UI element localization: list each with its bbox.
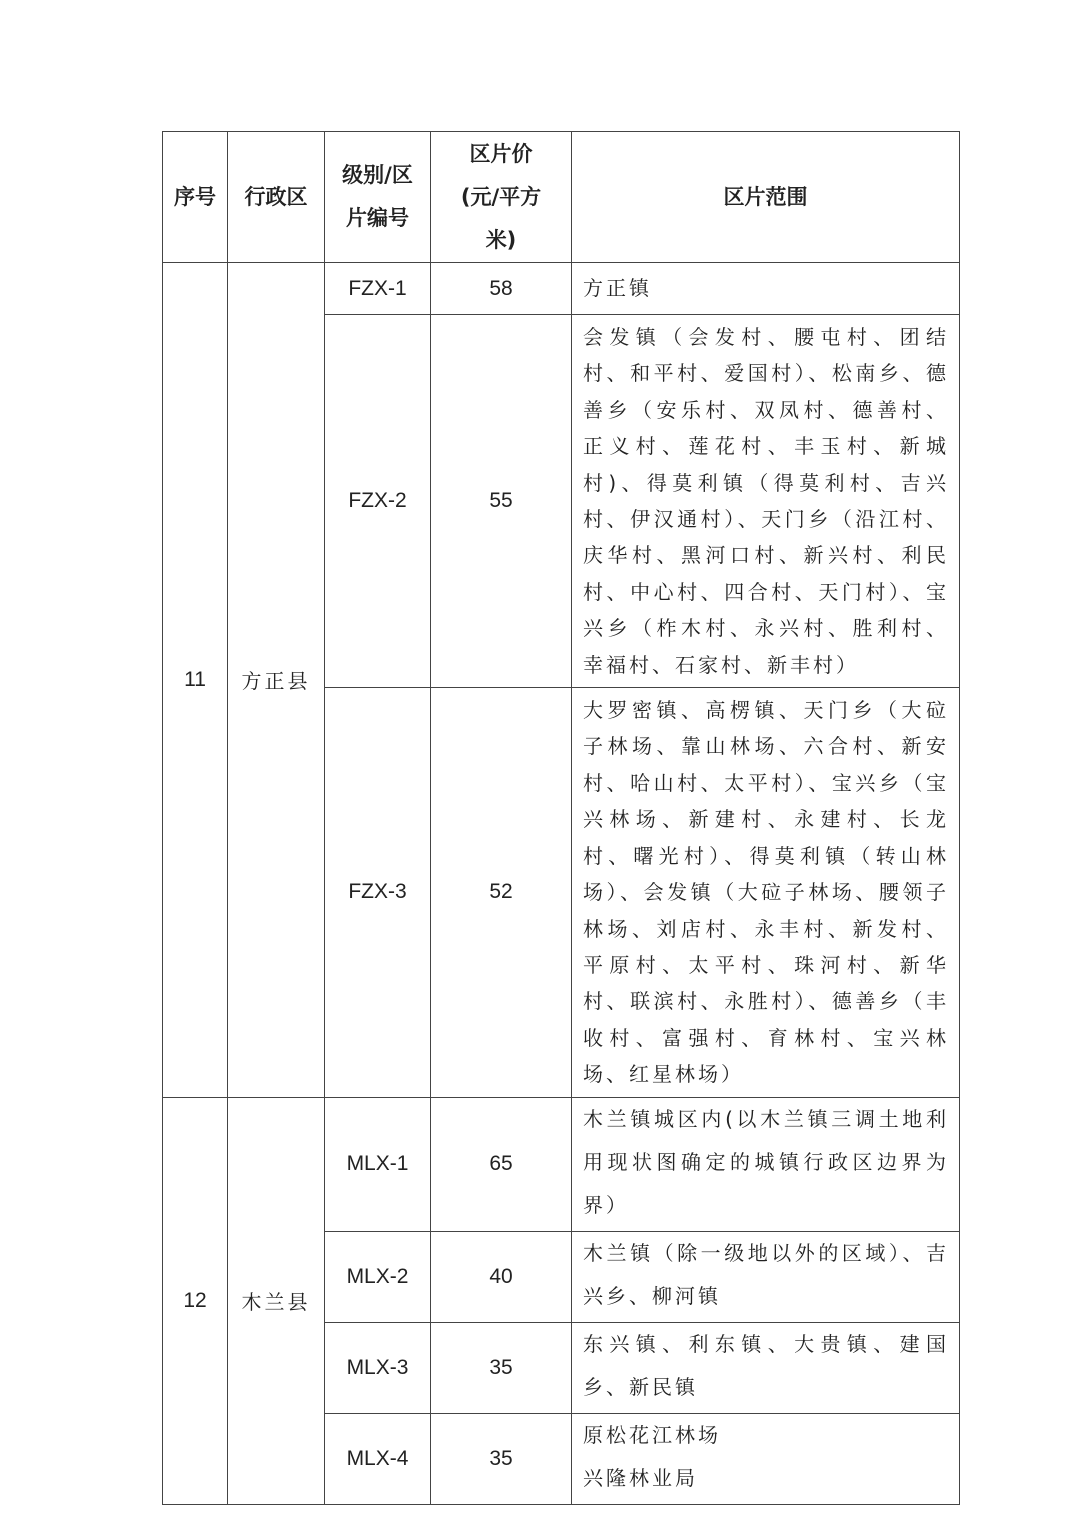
header-level: [325, 132, 431, 263]
price-cell: 35: [431, 1322, 572, 1413]
code-cell: FZX-1: [325, 263, 431, 315]
price-cell: 65: [431, 1097, 572, 1231]
district-cell: 木兰县: [228, 1097, 325, 1504]
range-cell: 东兴镇、利东镇、大贵镇、建国乡、新民镇: [572, 1322, 960, 1413]
price-cell: 58: [431, 263, 572, 315]
table-row: [163, 263, 960, 315]
header-range: 区片范围: [572, 132, 960, 263]
price-cell: 40: [431, 1231, 572, 1322]
range-line: 原松花江林场: [583, 1422, 721, 1447]
price-cell: 55: [431, 315, 572, 688]
seq-cell: 11: [163, 263, 228, 1098]
code-cell: MLX-1: [325, 1097, 431, 1231]
range-cell: 木兰镇（除一级地以外的区域）、吉兴乡、柳河镇: [572, 1231, 960, 1322]
header-price-line3: 米): [485, 227, 517, 252]
district-cell: 方正县: [228, 263, 325, 1098]
header-price-line1: 区片价: [469, 141, 533, 166]
price-cell: 35: [431, 1413, 572, 1504]
header-price-line2: (元/平方: [460, 184, 542, 209]
range-line: 兴隆林业局: [583, 1465, 698, 1490]
code-cell: FZX-3: [325, 688, 431, 1097]
code-cell: MLX-4: [325, 1413, 431, 1504]
range-cell: [572, 1413, 960, 1504]
land-price-table: [162, 131, 960, 1505]
code-cell: MLX-2: [325, 1231, 431, 1322]
range-cell: 大罗密镇、高楞镇、天门乡（大砬子林场、靠山林场、六合村、新安村、哈山村、太平村）、宝兴乡（宝兴林场、新建村、永建村、长龙村、曙光村）、得莫利镇（转山林场）、会发镇（大砬子林场、腰领子林场、刘店村、永丰村、新发村、平原村、太平村、珠河村、新华村、联滨村、永胜村）、德善乡（丰收村、富强村、育林村、宝兴林场、红星林场）: [572, 688, 960, 1097]
range-cell: 方正镇: [572, 263, 960, 315]
range-cell: 会发镇（会发村、腰屯村、团结村、和平村、爱国村）、松南乡、德善乡（安乐村、双凤村、德善村、正义村、莲花村、丰玉村、新城村)、得莫利镇（得莫利村、吉兴村、伊汉通村）、天门乡（沿江村、庆华村、黑河口村、新兴村、利民村、中心村、四合村、天门村）、宝兴乡（柞木村、永兴村、胜利村、幸福村、石家村、新丰村）: [572, 315, 960, 688]
code-cell: FZX-2: [325, 315, 431, 688]
table-header-row: [163, 132, 960, 263]
header-level-line2: 片编号: [346, 206, 409, 230]
price-cell: 52: [431, 688, 572, 1097]
code-cell: MLX-3: [325, 1322, 431, 1413]
header-seq: 序号: [163, 132, 228, 263]
table-row: [163, 1097, 960, 1231]
header-level-line1: 级别/区: [342, 163, 413, 187]
header-price: [431, 132, 572, 263]
seq-cell: 12: [163, 1097, 228, 1504]
range-cell: 木兰镇城区内(以木兰镇三调土地利用现状图确定的城镇行政区边界为界）: [572, 1097, 960, 1231]
header-district: 行政区: [228, 132, 325, 263]
